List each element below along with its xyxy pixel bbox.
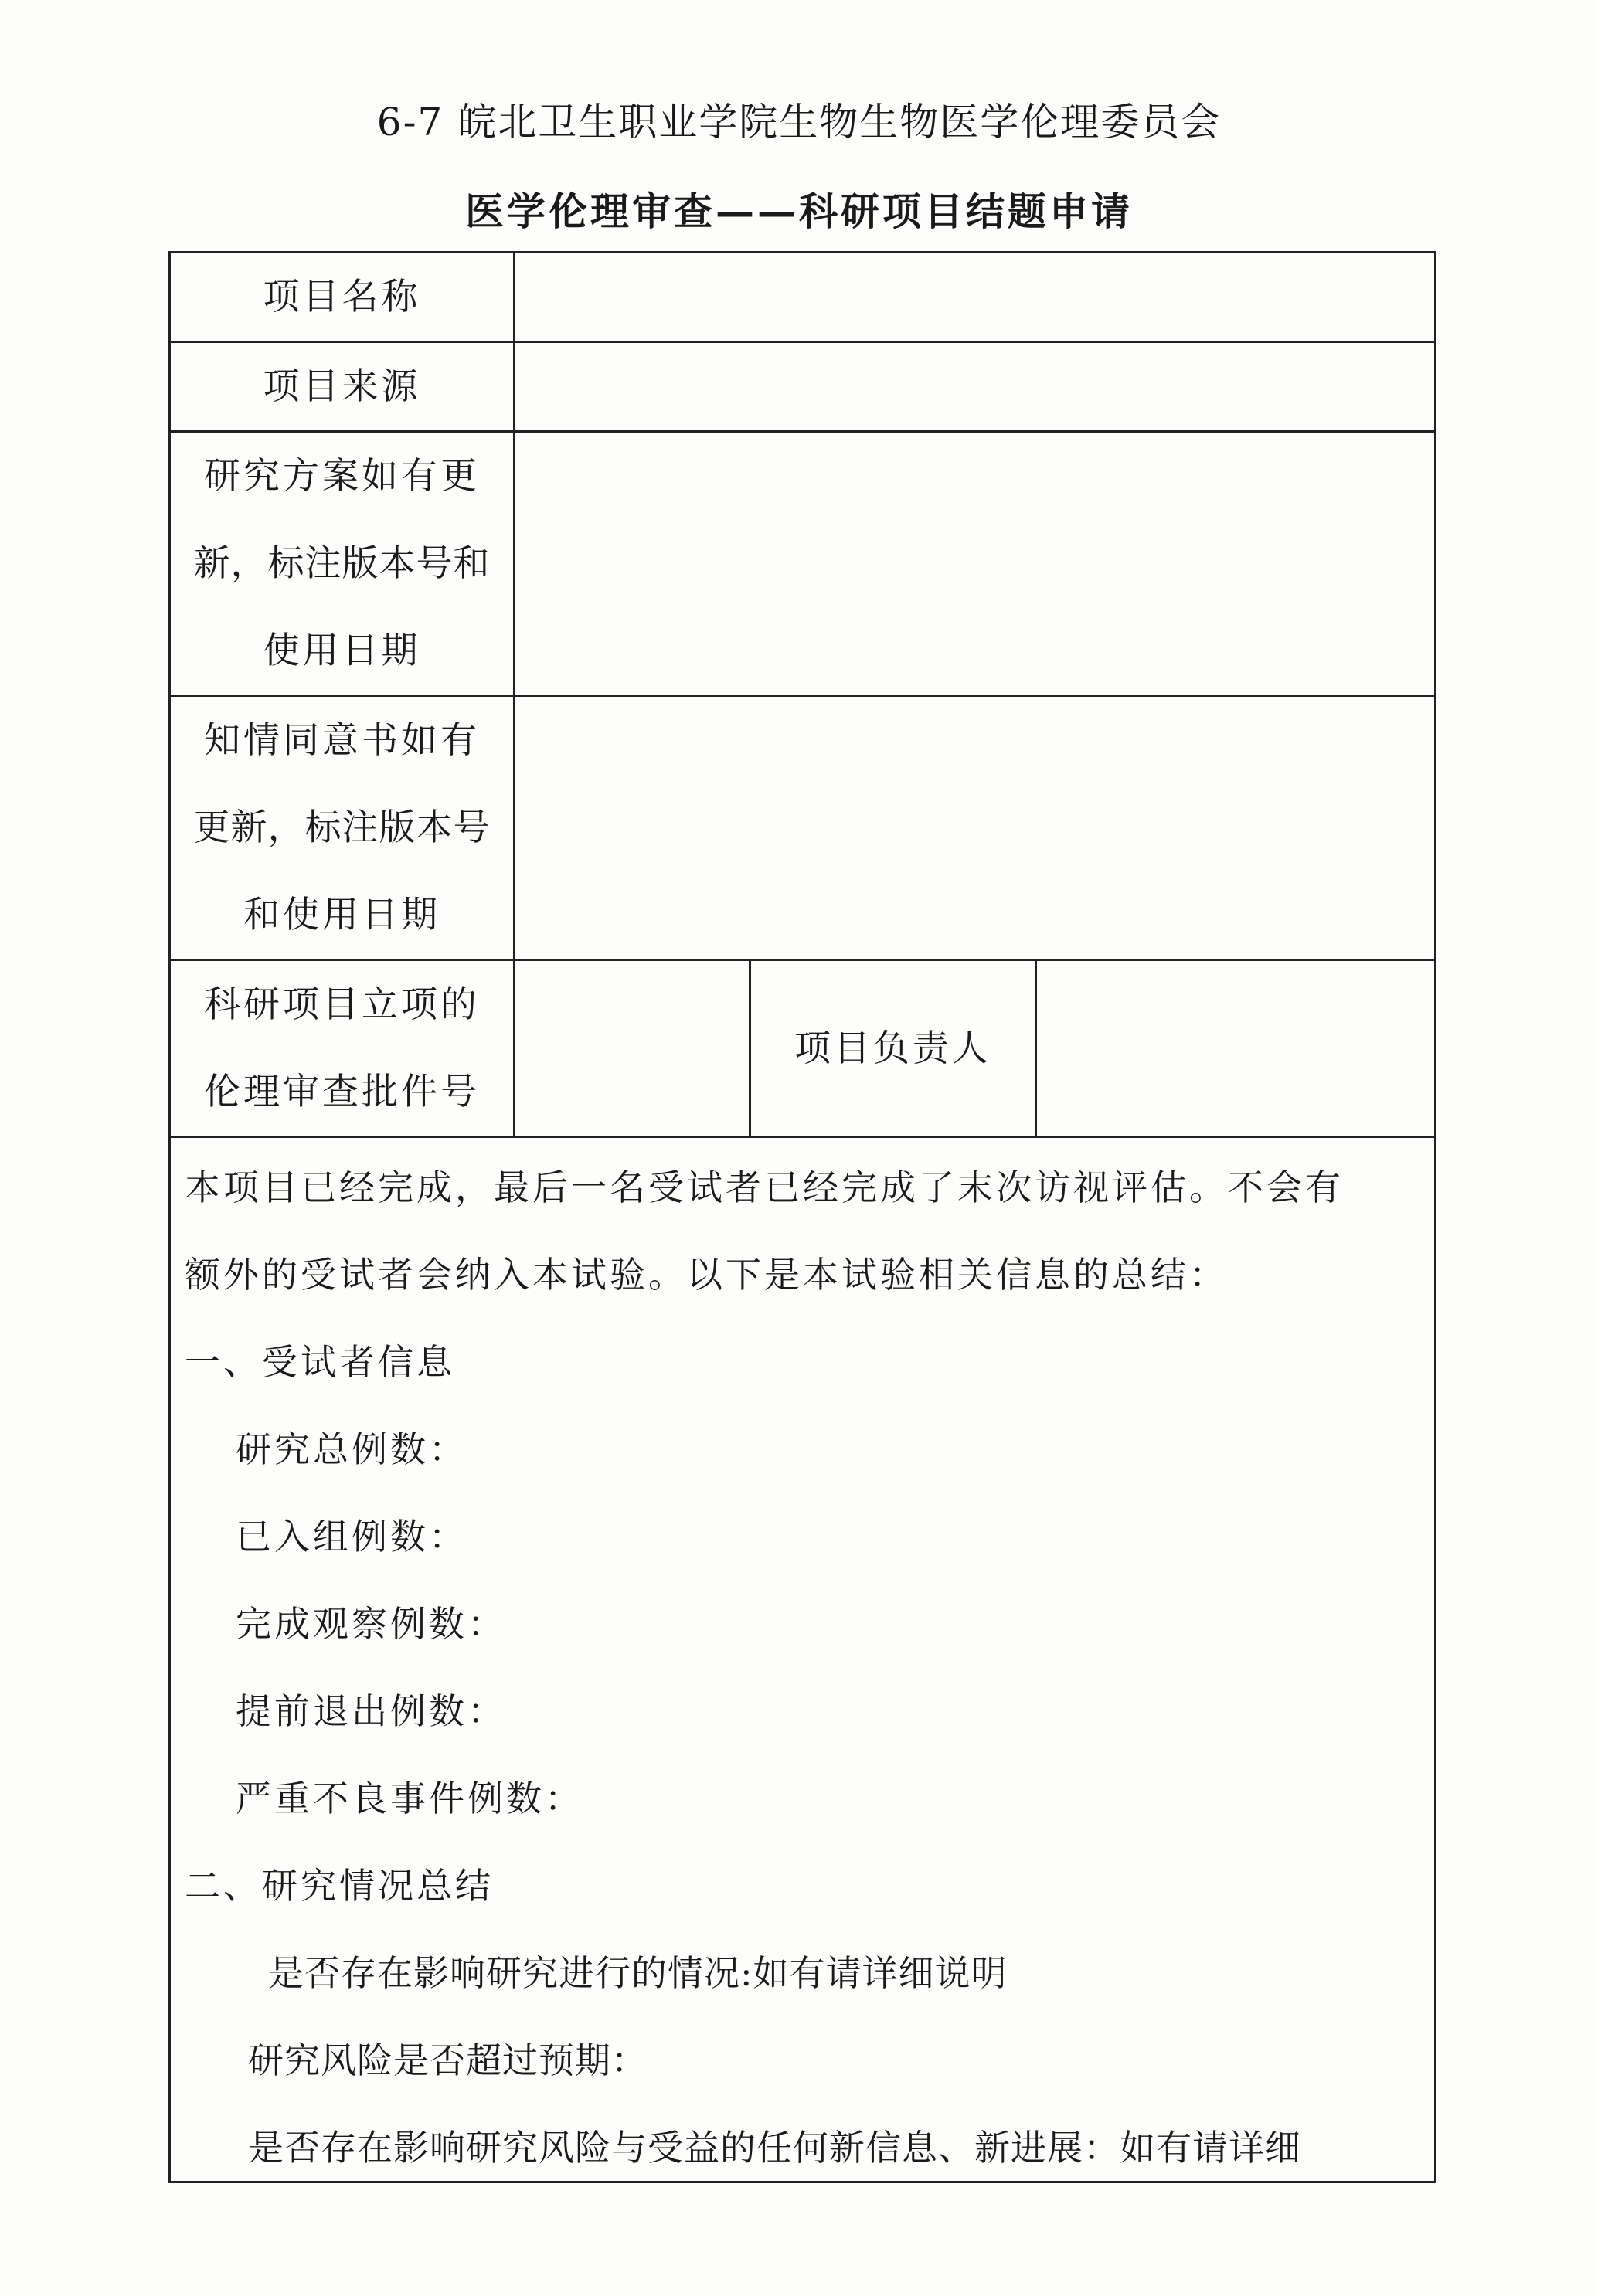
withdrawn-cases-field[interactable]: 提前退出例数： — [236, 1690, 506, 1732]
summary-intro-line: 本项目已经完成，最后一名受试者已经完成了末次访视评估。不会有 — [185, 1167, 1344, 1208]
section1-heading: 一、受试者信息 — [185, 1341, 455, 1383]
organization-title: 6-7 皖北卫生职业学院生物生物医学伦理委员会 — [376, 100, 1222, 144]
row-consent-update — [170, 696, 1436, 960]
progress-impact-question[interactable]: 是否存在影响研究进行的情况:如有请详细说明 — [268, 1952, 1008, 1994]
row-approval-and-pi — [170, 960, 1436, 1137]
project-name-label: 项目名称 — [170, 253, 515, 342]
approval-number-field[interactable] — [515, 960, 750, 1137]
total-cases-field[interactable]: 研究总例数： — [236, 1428, 468, 1470]
protocol-update-label — [170, 432, 515, 696]
principal-investigator-field[interactable] — [1036, 960, 1436, 1137]
approval-number-label — [170, 960, 515, 1137]
row-project-name — [170, 253, 1436, 342]
row-summary — [170, 1137, 1436, 2182]
project-source-field[interactable] — [515, 342, 1436, 432]
section2-heading: 二、研究情况总结 — [185, 1865, 494, 1907]
consent-update-label-line: 和使用日期 — [243, 894, 440, 936]
new-info-question[interactable]: 是否存在影响研究风险与受益的任何新信息、新进展：如有请详细 — [248, 2127, 1301, 2169]
approval-number-label-line: 科研项目立项的 — [204, 983, 480, 1026]
row-project-source — [170, 342, 1436, 432]
summary-intro-line: 额外的受试者会纳入本试验。以下是本试验相关信息的总结： — [185, 1254, 1228, 1296]
sae-cases-field[interactable]: 严重不良事件例数： — [236, 1778, 583, 1819]
project-name-field[interactable] — [515, 253, 1436, 342]
protocol-update-label-line: 研究方案如有更 — [204, 455, 480, 498]
summary-content — [171, 1138, 1434, 2181]
protocol-update-label-line: 新，标注版本号和 — [193, 542, 491, 585]
protocol-update-field[interactable] — [515, 432, 1436, 696]
consent-update-label-line: 知情同意书如有 — [204, 719, 480, 762]
completed-cases-field[interactable]: 完成观察例数： — [236, 1603, 506, 1645]
protocol-update-label-line: 使用日期 — [263, 630, 421, 672]
risk-exceeded-question[interactable]: 研究风险是否超过预期： — [248, 2040, 648, 2081]
summary-cell — [170, 1137, 1436, 2182]
consent-update-label — [170, 696, 515, 960]
approval-number-label-line: 伦理审查批件号 — [204, 1071, 480, 1113]
enrolled-cases-field[interactable]: 已入组例数： — [236, 1516, 468, 1557]
application-form-table — [168, 251, 1436, 2183]
principal-investigator-label: 项目负责人 — [750, 960, 1036, 1137]
consent-update-field[interactable] — [515, 696, 1436, 960]
row-protocol-update — [170, 432, 1436, 696]
project-source-label: 项目来源 — [170, 342, 515, 432]
form-title: 医学伦理审查——科研项目结题申请 — [465, 189, 1133, 234]
consent-update-label-line: 更新，标注版本号 — [193, 807, 491, 849]
